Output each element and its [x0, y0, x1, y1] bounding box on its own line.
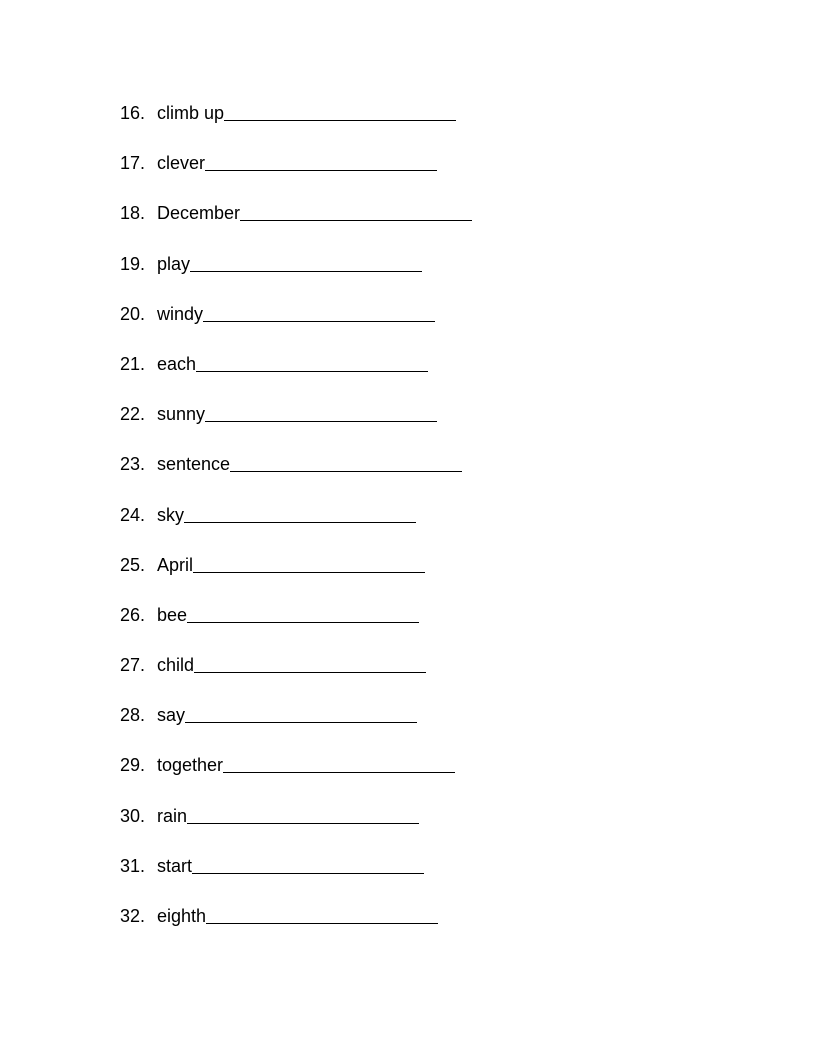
- item-number: 16.: [120, 103, 146, 123]
- list-item: [120, 251, 472, 301]
- item-number: 25.: [120, 554, 146, 575]
- item-word: rain: [157, 805, 188, 826]
- answer-blank-line[interactable]: [187, 803, 419, 824]
- answer-blank-line[interactable]: [205, 150, 437, 171]
- answer-blank-line[interactable]: [224, 100, 456, 121]
- word-list: [120, 100, 472, 953]
- item-word: clever: [157, 153, 206, 174]
- answer-blank-line[interactable]: [240, 200, 472, 221]
- list-item: [120, 351, 472, 401]
- answer-blank-line[interactable]: [196, 351, 428, 372]
- item-word: December: [157, 203, 241, 224]
- item-word: bee: [157, 604, 188, 625]
- list-item: [120, 301, 472, 351]
- answer-blank-line[interactable]: [190, 251, 422, 272]
- list-item: [120, 652, 472, 702]
- item-number: 29.: [120, 755, 146, 776]
- item-word: sentence: [157, 454, 231, 475]
- list-item: [120, 150, 472, 200]
- answer-blank-line[interactable]: [192, 853, 424, 874]
- item-number: 20.: [120, 303, 146, 324]
- answer-blank-line[interactable]: [206, 903, 438, 924]
- item-word: say: [157, 705, 186, 726]
- item-word: sky: [157, 504, 184, 525]
- item-number: 21.: [120, 353, 146, 374]
- item-number: 17.: [120, 153, 146, 174]
- list-item: [120, 100, 472, 150]
- answer-blank-line[interactable]: [194, 652, 426, 673]
- list-item: [120, 502, 472, 552]
- item-word: windy: [157, 303, 204, 324]
- item-number: 19.: [120, 253, 146, 274]
- item-word: sunny: [157, 404, 206, 425]
- item-number: 23.: [120, 454, 146, 475]
- item-word: together: [157, 755, 224, 776]
- item-number: 24.: [120, 504, 146, 525]
- answer-blank-line[interactable]: [230, 451, 462, 472]
- answer-blank-line[interactable]: [205, 401, 437, 422]
- item-word: April: [157, 554, 194, 575]
- list-item: [120, 602, 472, 652]
- item-number: 31.: [120, 855, 146, 876]
- item-number: 30.: [120, 805, 146, 826]
- list-item: [120, 552, 472, 602]
- answer-blank-line[interactable]: [203, 301, 435, 322]
- item-word: climb up: [157, 103, 225, 123]
- item-word: play: [157, 253, 191, 274]
- list-item: [120, 401, 472, 451]
- list-item: [120, 752, 472, 802]
- list-item: [120, 803, 472, 853]
- answer-blank-line[interactable]: [187, 602, 419, 623]
- answer-blank-line[interactable]: [185, 702, 417, 723]
- item-number: 22.: [120, 404, 146, 425]
- item-number: 32.: [120, 906, 146, 926]
- list-item: [120, 903, 472, 953]
- item-word: each: [157, 353, 197, 374]
- answer-blank-line[interactable]: [184, 502, 416, 523]
- list-item: [120, 702, 472, 752]
- item-number: 28.: [120, 705, 146, 726]
- item-word: child: [157, 655, 195, 676]
- answer-blank-line[interactable]: [193, 552, 425, 573]
- item-word: eighth: [157, 906, 207, 926]
- list-item: [120, 200, 472, 250]
- list-item: [120, 853, 472, 903]
- item-number: 18.: [120, 203, 146, 224]
- list-item: [120, 451, 472, 501]
- item-number: 26.: [120, 604, 146, 625]
- item-word: start: [157, 855, 193, 876]
- answer-blank-line[interactable]: [223, 752, 455, 773]
- item-number: 27.: [120, 655, 146, 676]
